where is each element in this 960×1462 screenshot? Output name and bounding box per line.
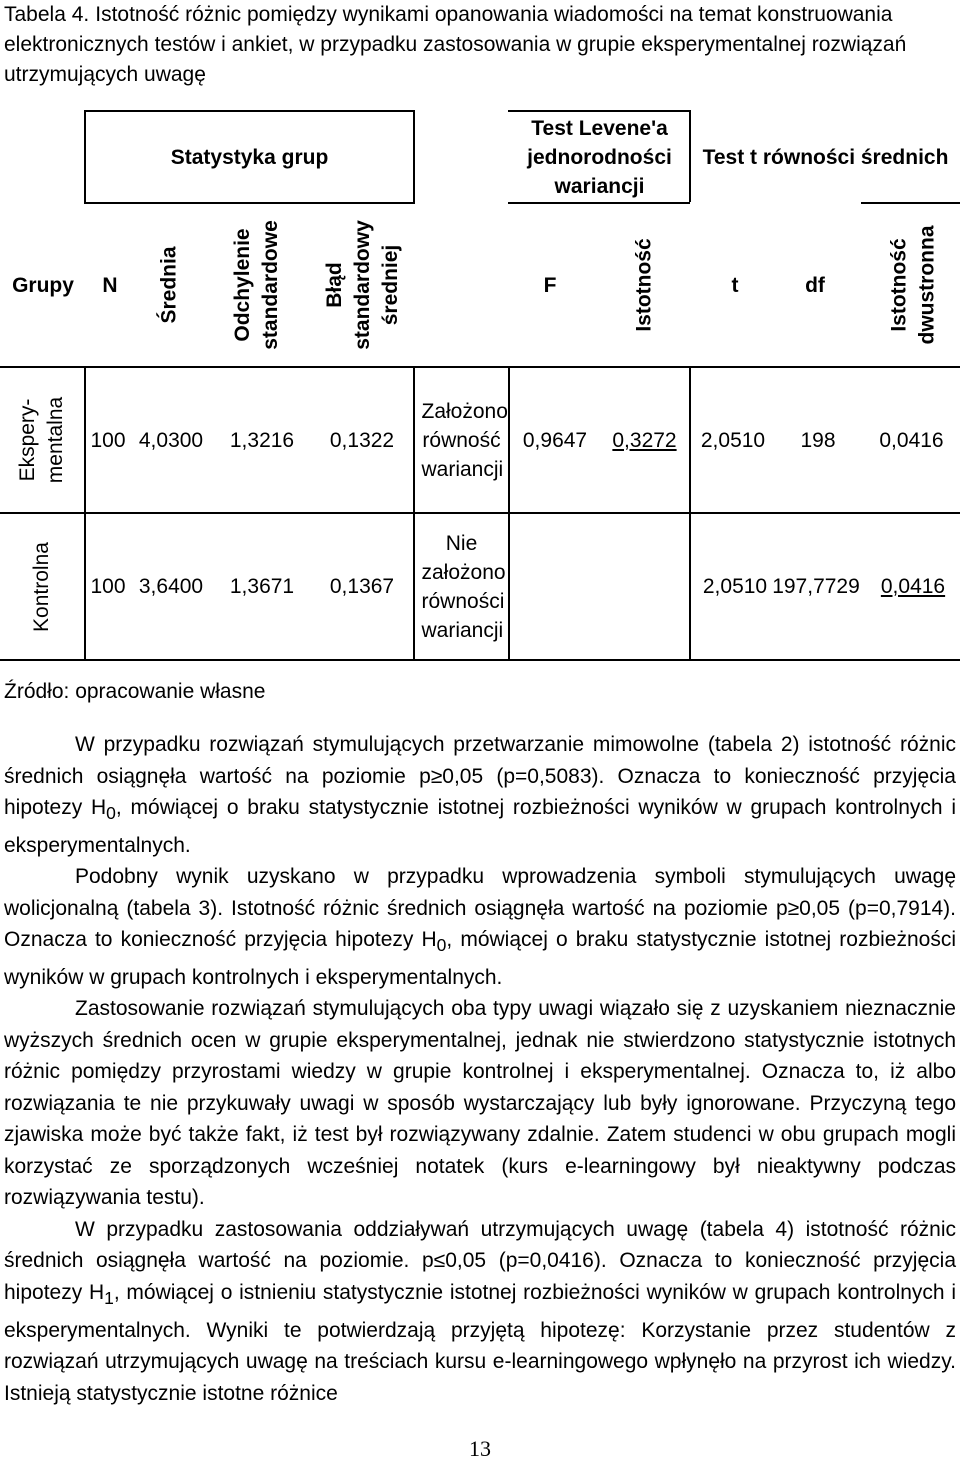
row-label-control: Kontrolna [30, 541, 53, 632]
table-cell: 197,7729 [772, 575, 860, 598]
table-cell: Nie założono równości wariancji [421, 531, 506, 642]
col-header-groups: Grupy [12, 273, 74, 297]
col-header-sd: Odchylenie standardowe [231, 220, 282, 350]
col-header-se: Błąd standardowy średniej [323, 220, 402, 350]
table-cell: 0,1367 [329, 575, 395, 598]
header-group-levene: Test Levene'a jednorodności wariancji [527, 116, 672, 198]
table-cell: 0,9647 [522, 428, 588, 452]
paragraph: Zastosowanie rozwiązań stymulujących oba typy uwagi wiązało się z uzyskaniem nieznacznie wyższych średnich ocen w grupie eksperymentalnej, jednak nie stwierdzono statystycznie istotnych różnic pomiędzy przyrostami wiedzy w grupie kontrolnej i eksperymentalnej. Oznacza to, iż albo rozwiązania te nie przykuwały uwagi w sposób wystarczający lub były ignorowane. Przyczyną tego zjawiska może być także fakt, iż test był rozwiązywany zdalnie. Zatem studenci w obu grupach mogli korzystać ze sporządzonych wcześniej notatek (kurs e-learningowy był nieaktywny podczas rozwiązywania testu). [4, 997, 956, 1210]
table-cell: 4,0300 [138, 428, 204, 452]
header-group-stats: Statystyka grup [170, 145, 329, 169]
table-cell: 3,6400 [138, 575, 204, 598]
table-cell: 0,0416 [880, 575, 946, 598]
col-header-mean: Średnia [158, 246, 181, 324]
table-cell: 1,3216 [229, 428, 295, 452]
table-caption-text: Istotność różnic pomiędzy wynikami opanowania wiadomości na temat konstruowania elektronicznych testów i ankiet, w przypadku zastosowania w grupie eksperymentalnej rozwiązań utrzymujących uwagę [4, 3, 907, 86]
table-border [413, 110, 415, 202]
header-group-ttest: Test t równości średnich [702, 145, 949, 169]
table-cell [510, 514, 600, 659]
col-header-df: df [805, 273, 825, 297]
row-label-experimental: Ekspery-mentalna [16, 396, 68, 484]
table-cell: 1,3671 [229, 575, 295, 598]
table-cell: 198 [800, 428, 836, 452]
table-label: Tabela 4. [4, 3, 90, 26]
col-header-sig: Istotność [633, 238, 656, 332]
table-cell: 100 [90, 428, 126, 452]
table-cell: 0,0416 [879, 428, 944, 452]
table-cell: 0,3272 [612, 428, 677, 452]
table-cell: Założono równość wariancji [421, 399, 508, 481]
col-header-f: F [543, 273, 557, 297]
table-border [0, 659, 960, 661]
col-header-n: N [102, 273, 118, 297]
body-text [4, 729, 956, 1409]
table-cell: 0,1322 [329, 428, 395, 452]
table-cell: 100 [90, 575, 126, 598]
table-cell: 2,0510 [700, 428, 766, 452]
col-header-t: t [731, 273, 739, 297]
paragraph: W przypadku zastosowania oddziaływań utrzymujących uwagę (tabela 4) istotność różnic średnich osiągnęła wartość na poziomie. p≤0,05 (p=0,0416). Oznacza to konieczność przyjęcia hipotezy $H_1$, mówiącej o istnieniu statystycznie istotnej rozbieżności wyników w grupach kontrolnych i eksperymentalnych. Wyniki te potwierdzają przyjętą hipotezę: Korzystanie przez studentów z rozwiązań utrzymujących uwagę na treściach kursu e-learningowego wpłynęło na przyrost ich wiedzy. Istnieją statystycznie istotne różnice [4, 1217, 956, 1405]
table-caption [4, 0, 956, 90]
page-number: 13 [469, 1436, 491, 1461]
paragraph: Podobny wynik uzyskano w przypadku wprowadzenia symboli stymulujących uwagę wolicjonalną (tabela 3). Istotność różnic średnich osiągnęła wartość na poziomie p≥0,05 (p=0,7914). Oznacza to konieczność przyjęcia hipotezy $H_0$, mówiącej o braku statystycznie istotnej rozbieżności wyników w grupach kontrolnych i eksperymentalnych. [4, 865, 957, 989]
paragraph: W przypadku rozwiązań stymulujących przetwarzanie mimowolne (tabela 2) istotność różnic średnich osiągnęła wartość na poziomie p≥0,05 (p=0,5083). Oznacza to konieczność przyjęcia hipotezy $H_0$, mówiącej o braku statystycznie istotnej rozbieżności wyników w grupach kontrolnych i eksperymentalnych. [4, 733, 956, 857]
table-source: Źródło: opracowanie własne [4, 680, 266, 703]
table-cell: 2,0510 [702, 575, 768, 598]
table-cell [600, 514, 689, 659]
col-header-sig2: Istotność dwustronna [887, 225, 938, 345]
